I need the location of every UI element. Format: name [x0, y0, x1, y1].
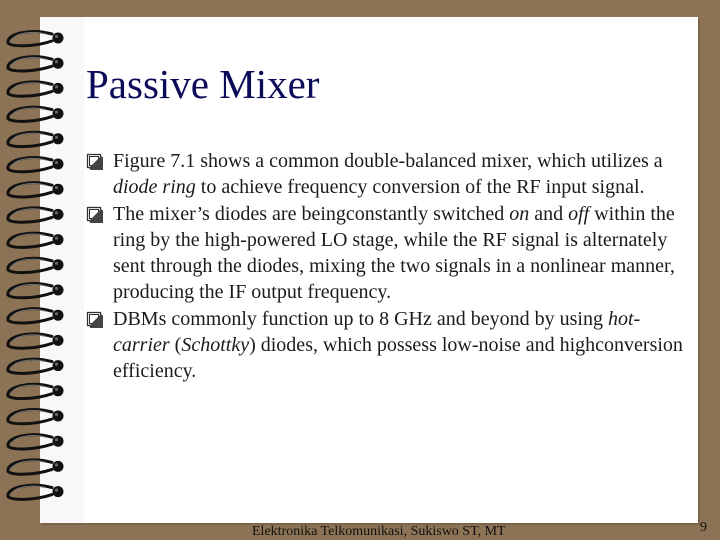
emphasis-text: hot-carrier	[113, 307, 641, 357]
emphasis-text: on	[509, 202, 530, 225]
bullet-text: Figure 7.1 shows a common double-balanced mixer, which utilizes a	[113, 150, 663, 172]
emphasis-text: off	[568, 202, 590, 225]
binder-ring	[8, 460, 64, 474]
binder-ring	[8, 233, 64, 247]
binder-ring	[8, 435, 64, 449]
binder-ring	[8, 258, 64, 272]
page-number: 9	[700, 520, 707, 535]
binder-ring	[8, 183, 64, 197]
binder-ring	[8, 284, 64, 298]
binder-ring	[8, 384, 64, 398]
bullet-text: (	[169, 334, 182, 357]
binder-ring	[8, 208, 64, 222]
binder-ring	[8, 359, 64, 373]
bullet-text: within the ring by the high-powered LO stage, while the RF signal is alternately sent through the diodes, mixing the two signals in a nonlinear manner, producing the IF output frequency.	[113, 202, 675, 304]
binder-ring	[8, 82, 64, 96]
binder-ring	[8, 132, 64, 146]
binder-ring	[8, 334, 64, 348]
emphasis-text: diode ring	[113, 176, 196, 199]
bullet-text: and	[529, 202, 569, 225]
bullet-list	[86, 148, 686, 385]
emphasis-text: Schottky	[181, 334, 250, 357]
binder-ring	[8, 57, 64, 71]
binder-ring	[8, 32, 64, 46]
footer-text: Elektronika Telkomunikasi, Sukiswo ST, MT	[252, 524, 506, 539]
binder-ring	[8, 158, 64, 172]
binder-rings	[0, 0, 80, 540]
binder-ring	[8, 309, 64, 323]
bullet-item	[86, 201, 686, 306]
binder-ring	[8, 410, 64, 424]
bullet-item	[86, 148, 686, 201]
bullet-text: DBMs commonly function up to 8 GHz and beyond by using	[113, 307, 608, 330]
binder-ring	[8, 107, 64, 121]
bullet-item	[86, 306, 686, 385]
bullet-text: to achieve frequency conversion of the RF input signal.	[195, 176, 645, 199]
bullet-text: The mixer’s diodes are beingconstantly switched	[113, 202, 510, 225]
bullet-text: ) diodes, which possess low-noise and highconversion efficiency.	[113, 334, 683, 383]
binder-ring	[8, 485, 64, 499]
slide-title: Passive Mixer	[86, 61, 320, 107]
